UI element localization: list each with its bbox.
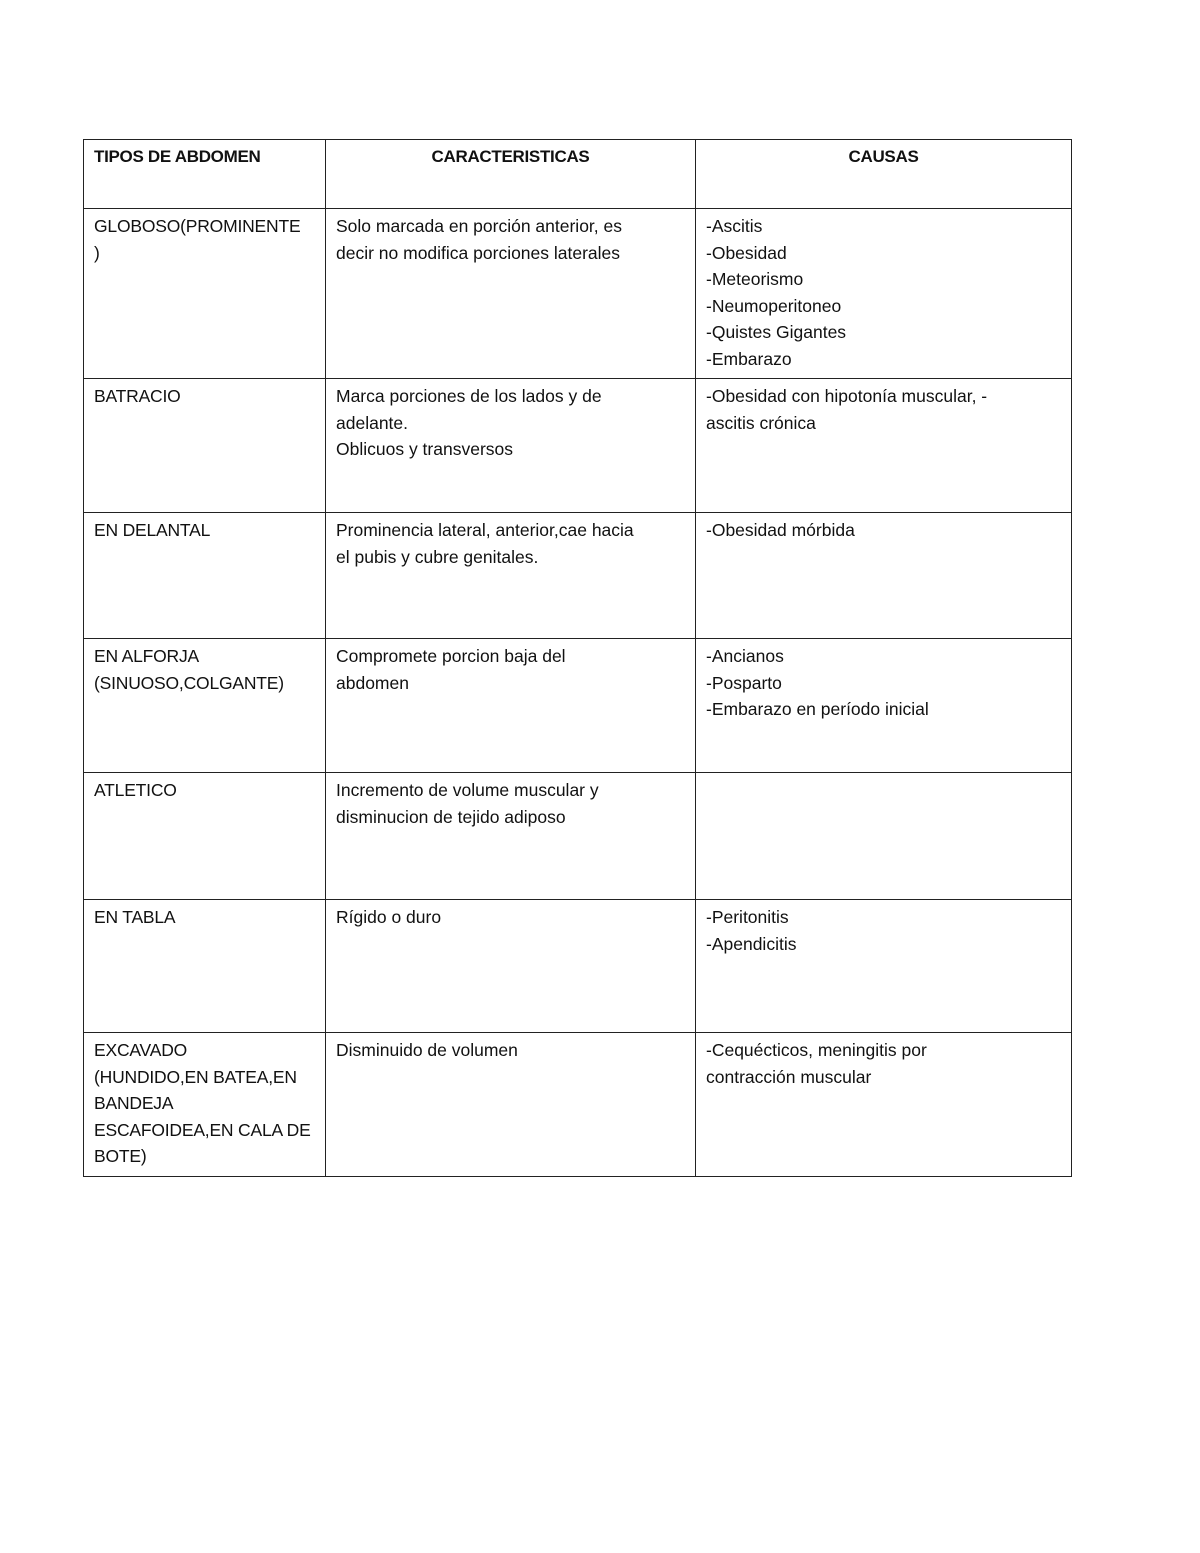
- characteristics-cell: Rígido o duro: [326, 900, 696, 1033]
- characteristics-cell: Compromete porcion baja del abdomen: [326, 639, 696, 773]
- table-row: [84, 639, 1072, 773]
- type-cell: ATLETICO: [84, 773, 326, 900]
- table-row: [84, 900, 1072, 1033]
- characteristics-cell: Disminuido de volumen: [326, 1033, 696, 1177]
- header-causes: CAUSAS: [696, 140, 1072, 209]
- header-characteristics: CARACTERISTICAS: [326, 140, 696, 209]
- abdomen-types-table: [83, 139, 1072, 1177]
- characteristics-cell: Solo marcada en porción anterior, es decir no modifica porciones laterales: [326, 209, 696, 379]
- type-cell: GLOBOSO(PROMINENTE ): [84, 209, 326, 379]
- causes-cell: -Obesidad con hipotonía muscular, - ascitis crónica: [696, 379, 1072, 513]
- table-row: [84, 513, 1072, 639]
- characteristics-cell: Marca porciones de los lados y de adelante. Oblicuos y transversos: [326, 379, 696, 513]
- table-row: [84, 1033, 1072, 1177]
- causes-cell: -Ancianos -Posparto -Embarazo en período inicial: [696, 639, 1072, 773]
- type-cell: EN ALFORJA (SINUOSO,COLGANTE): [84, 639, 326, 773]
- header-types: TIPOS DE ABDOMEN: [84, 140, 326, 209]
- table-row: [84, 209, 1072, 379]
- causes-cell: -Obesidad mórbida: [696, 513, 1072, 639]
- causes-cell: -Peritonitis -Apendicitis: [696, 900, 1072, 1033]
- table-header-row: [84, 140, 1072, 209]
- type-cell: BATRACIO: [84, 379, 326, 513]
- causes-cell: [696, 773, 1072, 900]
- characteristics-cell: Prominencia lateral, anterior,cae hacia el pubis y cubre genitales.: [326, 513, 696, 639]
- causes-cell: -Ascitis -Obesidad -Meteorismo -Neumoperitoneo -Quistes Gigantes -Embarazo: [696, 209, 1072, 379]
- type-cell: EN TABLA: [84, 900, 326, 1033]
- characteristics-cell: Incremento de volume muscular y disminucion de tejido adiposo: [326, 773, 696, 900]
- table-row: [84, 773, 1072, 900]
- table-row: [84, 379, 1072, 513]
- type-cell: EN DELANTAL: [84, 513, 326, 639]
- causes-cell: -Cequécticos, meningitis por contracción muscular: [696, 1033, 1072, 1177]
- type-cell: EXCAVADO (HUNDIDO,EN BATEA,EN BANDEJA ESCAFOIDEA,EN CALA DE BOTE): [84, 1033, 326, 1177]
